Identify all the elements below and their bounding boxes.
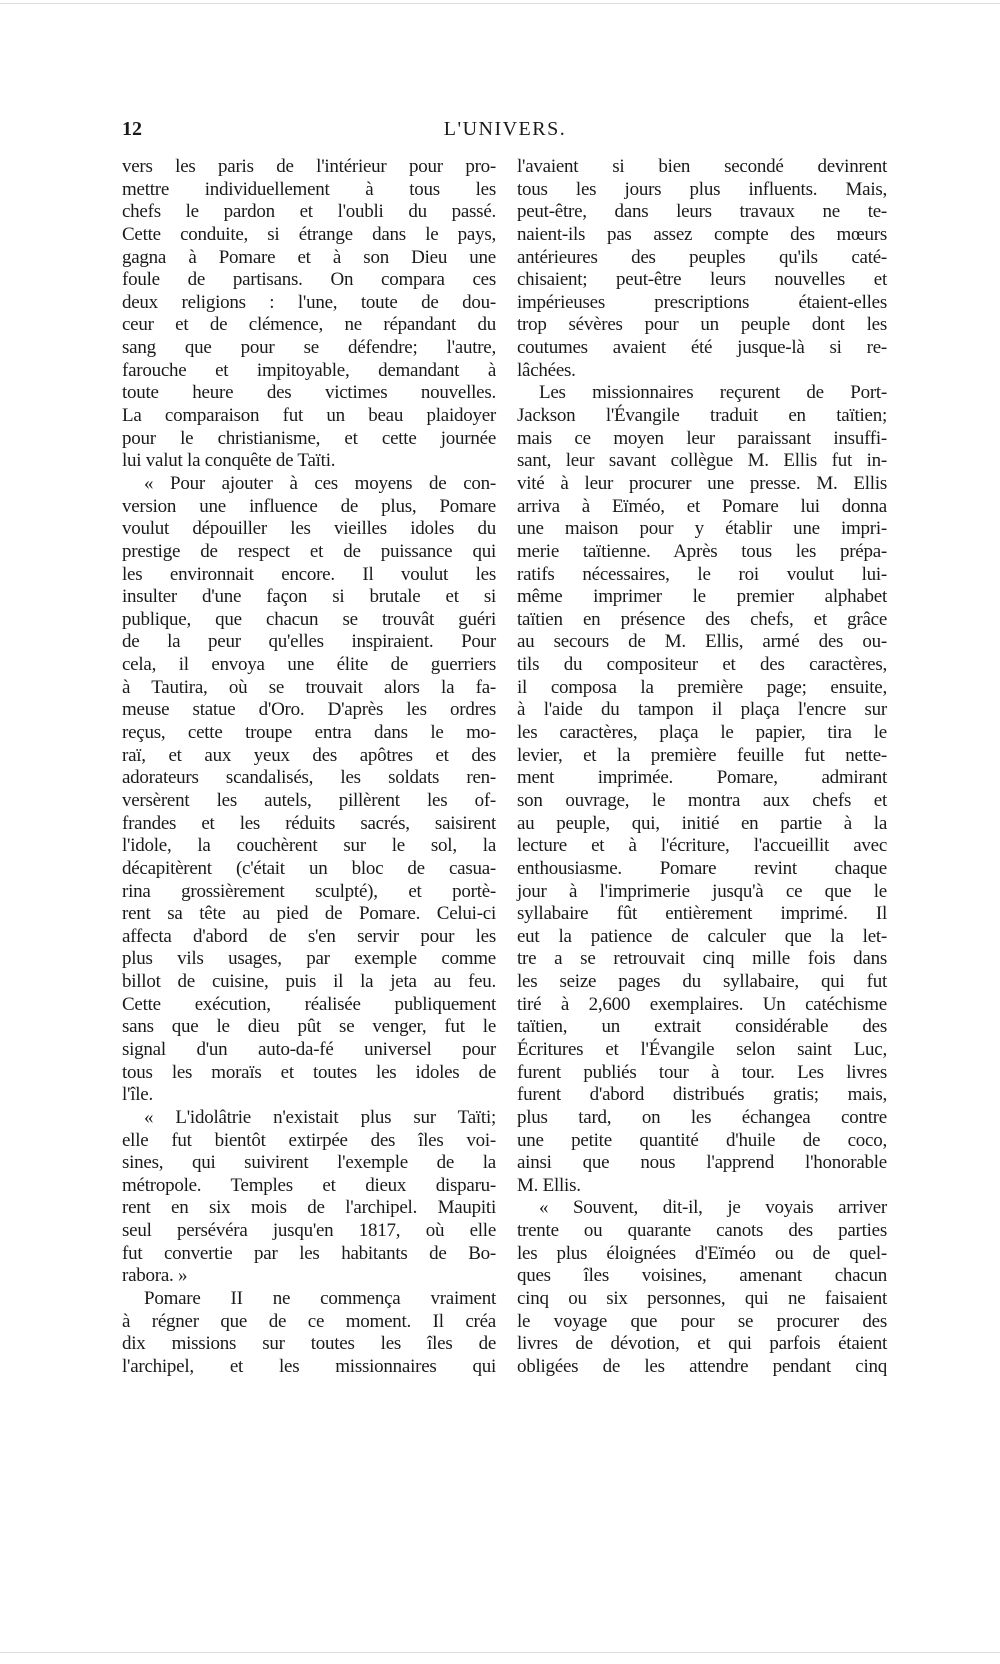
text-line: gagna à Pomare et à son Dieu une — [122, 246, 496, 268]
text-line: à régner que de ce moment. Il créa — [122, 1310, 496, 1332]
scan-edge-bottom — [0, 1652, 1000, 1653]
text-line: à Tautira, où se trouvait alors la fa- — [122, 676, 496, 698]
text-line: les caractères, plaça le papier, tira le — [517, 722, 887, 744]
text-line: sines, qui suivirent l'exemple de la — [122, 1152, 496, 1174]
text-line: cinq ou six personnes, qui ne faisaient — [517, 1288, 887, 1310]
text-line: tre a se retrouvait cinq mille fois dans — [517, 948, 887, 970]
text-line: mettre individuellement à tous les — [122, 178, 496, 200]
text-line: l'avaient si bien secondé devinrent — [517, 156, 887, 177]
page-number: 12 — [122, 118, 142, 140]
text-line: vité à leur procurer une presse. M. Ellis — [517, 472, 887, 494]
text-line: M. Ellis. — [517, 1174, 581, 1196]
text-line: coutumes avaient été jusque-là si re- — [517, 337, 887, 359]
text-line: de la peur qu'elles inspiraient. Pour — [122, 631, 496, 653]
text-line: insulter d'une façon si brutale et si — [122, 586, 496, 608]
text-line: elle fut bientôt extirpée des îles voi- — [122, 1129, 496, 1151]
text-line: foule de partisans. On compara ces — [122, 269, 496, 291]
text-line: tous les jours plus influents. Mais, — [517, 178, 887, 200]
text-line: les plus éloignées d'Eïméo ou de quel- — [517, 1242, 887, 1264]
text-line: son ouvrage, le montra aux chefs et — [517, 789, 887, 811]
text-line: eut la patience de calculer que la let- — [517, 925, 887, 947]
text-line: sans que le dieu pût se venger, fut le — [122, 1016, 496, 1038]
paragraph — [122, 156, 496, 473]
text-line: raï, et aux yeux des apôtres et des — [122, 744, 496, 766]
text-line: furent d'abord distribués gratis; mais, — [517, 1084, 887, 1106]
text-line: peut-être, dans leurs travaux ne te- — [517, 201, 887, 223]
text-line: frandes et les réduits sacrés, saisirent — [122, 812, 496, 834]
text-line: reçus, cette troupe entra dans le mo- — [122, 722, 496, 744]
text-line: « Pour ajouter à ces moyens de con- — [144, 472, 496, 494]
text-line: le voyage que pour se procurer des — [517, 1310, 887, 1332]
text-line: voulut dépouiller les vieilles idoles du — [122, 518, 496, 540]
text-line: furent publiés tour à tour. Les livres — [517, 1061, 887, 1083]
paragraph — [517, 382, 887, 1197]
text-line: jour à l'imprimerie jusqu'à ce que le — [517, 880, 887, 902]
text-line: ques îles voisines, amenant chacun — [517, 1265, 887, 1287]
text-line: une maison pour y établir une impri- — [517, 518, 887, 540]
text-line: Pomare II ne commença vraiment — [144, 1288, 496, 1310]
text-line: Cette exécution, réalisée publiquement — [122, 993, 496, 1015]
text-line: antérieures des peuples qu'ils caté- — [517, 246, 887, 268]
text-line: les environnait encore. Il voulut les — [122, 563, 496, 585]
text-line: ratifs nécessaires, le roi voulut lui- — [517, 563, 887, 585]
text-line: même imprimer le premier alphabet — [517, 586, 887, 608]
text-column-right — [517, 156, 887, 1379]
text-line: à l'aide du tampon il plaça l'encre sur — [517, 699, 887, 721]
text-line: sant, leur savant collègue M. Ellis fut in- — [517, 450, 887, 472]
text-line: métropole. Temples et dieux disparu- — [122, 1174, 496, 1196]
text-line: au secours de M. Ellis, armé des ou- — [517, 631, 887, 653]
paragraph — [122, 1107, 496, 1288]
text-line: naient-ils pas assez compte des mœurs — [517, 223, 887, 245]
text-line: chisaient; peut-être leurs nouvelles et — [517, 269, 887, 291]
text-line: rent sa tête au pied de Pomare. Celui-ci — [122, 903, 496, 925]
text-line: signal d'un auto-da-fé universel pour — [122, 1038, 496, 1060]
text-line: l'île. — [122, 1084, 153, 1106]
text-line: adorateurs scandalisés, les soldats ren- — [122, 767, 496, 789]
text-line: tiré à 2,600 exemplaires. Un catéchisme — [517, 993, 887, 1015]
text-line: pour le christianisme, et cette journée — [122, 427, 496, 449]
text-line: meuse statue d'Oro. D'après les ordres — [122, 699, 496, 721]
text-line: ment imprimée. Pomare, admirant — [517, 767, 887, 789]
text-line: lâchées. — [517, 359, 576, 381]
text-line: l'archipel, et les missionnaires qui — [122, 1355, 496, 1377]
text-line: Les missionnaires reçurent de Port- — [539, 382, 887, 404]
text-line: plus tard, on les échangea contre — [517, 1106, 887, 1128]
text-line: au peuple, qui, initié en partie à la — [517, 812, 887, 834]
text-line: rina grossièrement sculpté), et portè- — [122, 880, 496, 902]
paragraph — [517, 1197, 887, 1378]
text-line: « Souvent, dit-il, je voyais arriver — [539, 1197, 887, 1219]
text-line: version une influence de plus, Pomare — [122, 495, 496, 517]
text-line: seul persévéra jusqu'en 1817, où elle — [122, 1220, 496, 1242]
text-line: lui valut la conquête de Taïti. — [122, 450, 336, 472]
paragraph — [122, 473, 496, 1107]
text-column-left — [122, 156, 496, 1379]
text-line: Écritures et l'Évangile selon saint Luc, — [517, 1038, 887, 1060]
text-line: rabora. » — [122, 1265, 188, 1287]
text-line: lecture et à l'écriture, l'accueillit avec — [517, 835, 887, 857]
text-line: les seize pages du syllabaire, qui fut — [517, 971, 887, 993]
text-line: affecta d'abord de s'en servir pour les — [122, 925, 496, 947]
text-line: deux religions : l'une, toute de dou- — [122, 291, 496, 313]
text-line: une petite quantité d'huile de coco, — [517, 1129, 887, 1151]
text-line: tous les moraïs et toutes les idoles de — [122, 1061, 496, 1083]
text-line: tils du compositeur et des caractères, — [517, 654, 887, 676]
text-line: dix missions sur toutes les îles de — [122, 1333, 496, 1355]
text-line: ceur et de clémence, ne répandant du — [122, 314, 496, 336]
text-line: rent en six mois de l'archipel. Maupiti — [122, 1197, 496, 1219]
text-line: farouche et impitoyable, demandant à — [122, 359, 496, 381]
text-line: merie taïtienne. Après tous les prépa- — [517, 540, 887, 562]
text-line: il composa la première page; ensuite, — [517, 676, 887, 698]
text-line: billot de cuisine, puis il la jeta au feu. — [122, 971, 496, 993]
text-line: trente ou quarante canots des parties — [517, 1220, 887, 1242]
text-line: obligées de les attendre pendant cinq — [517, 1355, 887, 1377]
text-line: toute heure des victimes nouvelles. — [122, 382, 496, 404]
text-line: fut convertie par les habitants de Bo- — [122, 1242, 496, 1264]
text-line: plus vils usages, par exemple comme — [122, 948, 496, 970]
text-line: sang que pour se défendre; l'autre, — [122, 337, 496, 359]
text-line: « L'idolâtrie n'existait plus sur Taïti; — [144, 1106, 496, 1128]
text-line: chefs le pardon et l'oubli du passé. — [122, 201, 496, 223]
text-line: Cette conduite, si étrange dans le pays, — [122, 223, 496, 245]
scan-edge-top — [0, 3, 1000, 4]
paragraph — [517, 156, 887, 382]
text-line: taïtien en présence des chefs, et grâce — [517, 608, 887, 630]
text-line: syllabaire fût entièrement imprimé. Il — [517, 903, 887, 925]
text-line: prestige de respect et de puissance qui — [122, 540, 496, 562]
text-line: levier, et la première feuille fut nette- — [517, 744, 887, 766]
text-line: Jackson l'Évangile traduit en taïtien; — [517, 405, 887, 427]
text-line: versèrent les autels, pillèrent les of- — [122, 789, 496, 811]
text-line: décapitèrent (c'était un bloc de casua- — [122, 857, 496, 879]
text-line: arriva à Eïméo, et Pomare lui donna — [517, 495, 887, 517]
text-line: vers les paris de l'intérieur pour pro- — [122, 156, 496, 177]
text-line: publique, que chacun se trouvât guéri — [122, 608, 496, 630]
text-line: ainsi que nous l'apprend l'honorable — [517, 1152, 887, 1174]
paragraph — [122, 1288, 496, 1379]
text-line: La comparaison fut un beau plaidoyer — [122, 405, 496, 427]
text-line: livres de dévotion, et qui parfois étaient — [517, 1333, 887, 1355]
text-line: trop sévères pour un peuple dont les — [517, 314, 887, 336]
text-line: mais ce moyen leur paraissant insuffi- — [517, 427, 887, 449]
running-title: L'UNIVERS. — [443, 118, 567, 140]
text-line: taïtien, un extrait considérable des — [517, 1016, 887, 1038]
text-line: enthousiasme. Pomare revint chaque — [517, 857, 887, 879]
text-line: impérieuses prescriptions étaient-elles — [517, 291, 887, 313]
text-line: l'idole, la couchèrent sur le sol, la — [122, 835, 496, 857]
text-line: cela, il envoya une élite de guerriers — [122, 654, 496, 676]
